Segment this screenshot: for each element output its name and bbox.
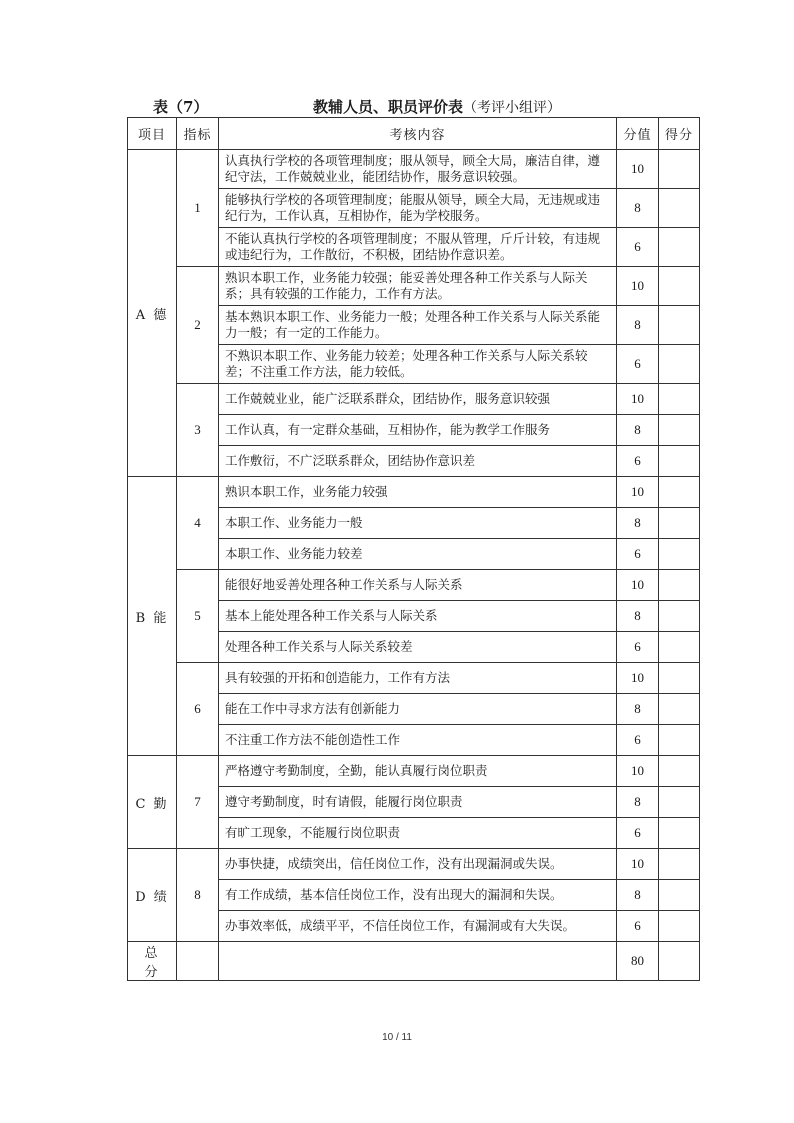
total-earned-score-cell[interactable] bbox=[659, 942, 700, 981]
earned-score-cell[interactable] bbox=[659, 384, 700, 415]
earned-score-cell[interactable] bbox=[659, 570, 700, 601]
category-cell: D 绩 bbox=[128, 849, 177, 942]
earned-score-cell[interactable] bbox=[659, 508, 700, 539]
earned-score-cell[interactable] bbox=[659, 756, 700, 787]
page-number: 10 / 11 bbox=[382, 1032, 412, 1043]
column-header-score: 分值 bbox=[617, 118, 659, 150]
score-cell: 6 bbox=[617, 818, 659, 849]
content-cell: 熟识本职工作，业务能力较强 bbox=[219, 477, 617, 508]
score-cell: 8 bbox=[617, 880, 659, 911]
title-row bbox=[127, 94, 699, 118]
earned-score-cell[interactable] bbox=[659, 415, 700, 446]
content-cell: 本职工作、业务能力较差 bbox=[219, 539, 617, 570]
content-cell: 工作认真，有一定群众基础，互相协作，能为教学工作服务 bbox=[219, 415, 617, 446]
earned-score-cell[interactable] bbox=[659, 228, 700, 267]
total-content-cell bbox=[219, 942, 617, 981]
score-cell: 6 bbox=[617, 725, 659, 756]
column-header-content: 考核内容 bbox=[219, 118, 617, 150]
indicator-cell: 3 bbox=[177, 384, 219, 477]
score-cell: 10 bbox=[617, 150, 659, 189]
content-cell: 不能认真执行学校的各项管理制度；不服从管理，斤斤计较，有违规或违纪行为，工作散衍，不积极，团结协作意识差。 bbox=[219, 228, 617, 267]
content-cell: 工作敷衍，不广泛联系群众，团结协作意识差 bbox=[219, 446, 617, 477]
table-title bbox=[313, 96, 561, 117]
column-header-gain: 得分 bbox=[659, 118, 700, 150]
indicator-cell: 7 bbox=[177, 756, 219, 849]
indicator-cell: 5 bbox=[177, 570, 219, 663]
content-cell: 具有较强的开拓和创造能力，工作有方法 bbox=[219, 663, 617, 694]
content-cell: 工作兢兢业业，能广泛联系群众，团结协作，服务意识较强 bbox=[219, 384, 617, 415]
indicator-cell: 1 bbox=[177, 150, 219, 267]
score-cell: 10 bbox=[617, 267, 659, 306]
table-row bbox=[128, 384, 700, 415]
content-cell: 基本熟识本职工作、业务能力一般；处理各种工作关系与人际关系能力一般；有一定的工作能力。 bbox=[219, 306, 617, 345]
table-row bbox=[128, 477, 700, 508]
score-cell: 10 bbox=[617, 663, 659, 694]
content-cell: 不注重工作方法不能创造性工作 bbox=[219, 725, 617, 756]
earned-score-cell[interactable] bbox=[659, 446, 700, 477]
content-cell: 能在工作中寻求方法有创新能力 bbox=[219, 694, 617, 725]
score-cell: 8 bbox=[617, 415, 659, 446]
content-cell: 有旷工现象，不能履行岗位职责 bbox=[219, 818, 617, 849]
total-score-cell: 80 bbox=[617, 942, 659, 981]
content-cell: 有工作成绩，基本信任岗位工作，没有出现大的漏洞和失误。 bbox=[219, 880, 617, 911]
indicator-cell: 6 bbox=[177, 663, 219, 756]
content-cell: 熟识本职工作，业务能力较强；能妥善处理各种工作关系与人际关系；具有较强的工作能力，工作有方法。 bbox=[219, 267, 617, 306]
earned-score-cell[interactable] bbox=[659, 725, 700, 756]
content-cell: 认真执行学校的各项管理制度；服从领导，顾全大局，廉洁自律，遵纪守法，工作兢兢业业，能团结协作，服务意识较强。 bbox=[219, 150, 617, 189]
table-row bbox=[128, 849, 700, 880]
table-row bbox=[128, 663, 700, 694]
score-cell: 6 bbox=[617, 345, 659, 384]
score-cell: 10 bbox=[617, 570, 659, 601]
evaluation-table bbox=[127, 117, 700, 981]
score-cell: 8 bbox=[617, 306, 659, 345]
table-row bbox=[128, 756, 700, 787]
earned-score-cell[interactable] bbox=[659, 477, 700, 508]
content-cell: 能很好地妥善处理各种工作关系与人际关系 bbox=[219, 570, 617, 601]
earned-score-cell[interactable] bbox=[659, 880, 700, 911]
indicator-cell: 4 bbox=[177, 477, 219, 570]
total-indicator-cell bbox=[177, 942, 219, 981]
earned-score-cell[interactable] bbox=[659, 694, 700, 725]
category-cell: A 德 bbox=[128, 150, 177, 477]
score-cell: 6 bbox=[617, 632, 659, 663]
score-cell: 6 bbox=[617, 539, 659, 570]
content-cell: 遵守考勤制度，时有请假，能履行岗位职责 bbox=[219, 787, 617, 818]
earned-score-cell[interactable] bbox=[659, 189, 700, 228]
column-header-category: 项目 bbox=[128, 118, 177, 150]
score-cell: 6 bbox=[617, 911, 659, 942]
content-cell: 不熟识本职工作、业务能力较差；处理各种工作关系与人际关系较差；不注重工作方法，能力较低。 bbox=[219, 345, 617, 384]
table-label: 表（7） bbox=[153, 98, 209, 116]
earned-score-cell[interactable] bbox=[659, 345, 700, 384]
earned-score-cell[interactable] bbox=[659, 306, 700, 345]
indicator-cell: 8 bbox=[177, 849, 219, 942]
total-row bbox=[128, 942, 700, 981]
content-cell: 本职工作、业务能力一般 bbox=[219, 508, 617, 539]
score-cell: 10 bbox=[617, 384, 659, 415]
table-row bbox=[128, 267, 700, 306]
content-cell: 处理各种工作关系与人际关系较差 bbox=[219, 632, 617, 663]
header-row bbox=[128, 118, 700, 150]
score-cell: 8 bbox=[617, 601, 659, 632]
category-cell: B 能 bbox=[128, 477, 177, 756]
score-cell: 10 bbox=[617, 477, 659, 508]
content-cell: 能够执行学校的各项管理制度；能服从领导，顾全大局，无违规或违纪行为，工作认真，互相协作，能为学校服务。 bbox=[219, 189, 617, 228]
earned-score-cell[interactable] bbox=[659, 539, 700, 570]
score-cell: 8 bbox=[617, 787, 659, 818]
score-cell: 10 bbox=[617, 756, 659, 787]
earned-score-cell[interactable] bbox=[659, 267, 700, 306]
earned-score-cell[interactable] bbox=[659, 818, 700, 849]
column-header-indicator: 指标 bbox=[177, 118, 219, 150]
content-cell: 基本上能处理各种工作关系与人际关系 bbox=[219, 601, 617, 632]
total-label: 总 分 bbox=[128, 942, 177, 981]
earned-score-cell[interactable] bbox=[659, 632, 700, 663]
indicator-cell: 2 bbox=[177, 267, 219, 384]
score-cell: 8 bbox=[617, 694, 659, 725]
table-row bbox=[128, 570, 700, 601]
score-cell: 6 bbox=[617, 446, 659, 477]
category-cell: C 勤 bbox=[128, 756, 177, 849]
table-title-note: （考评小组评） bbox=[463, 100, 562, 116]
table-row bbox=[128, 150, 700, 189]
content-cell: 办事效率低，成绩平平，不信任岗位工作，有漏洞或有大失误。 bbox=[219, 911, 617, 942]
content-cell: 严格遵守考勤制度，全勤，能认真履行岗位职责 bbox=[219, 756, 617, 787]
score-cell: 6 bbox=[617, 228, 659, 267]
score-cell: 8 bbox=[617, 189, 659, 228]
content-cell: 办事快捷，成绩突出，信任岗位工作，没有出现漏洞或失误。 bbox=[219, 849, 617, 880]
earned-score-cell[interactable] bbox=[659, 601, 700, 632]
earned-score-cell[interactable] bbox=[659, 787, 700, 818]
earned-score-cell[interactable] bbox=[659, 150, 700, 189]
earned-score-cell[interactable] bbox=[659, 911, 700, 942]
score-cell: 8 bbox=[617, 508, 659, 539]
score-cell: 10 bbox=[617, 849, 659, 880]
table-body bbox=[128, 150, 700, 981]
earned-score-cell[interactable] bbox=[659, 849, 700, 880]
earned-score-cell[interactable] bbox=[659, 663, 700, 694]
table-title-main: 教辅人员、职员评价表 bbox=[313, 98, 464, 116]
